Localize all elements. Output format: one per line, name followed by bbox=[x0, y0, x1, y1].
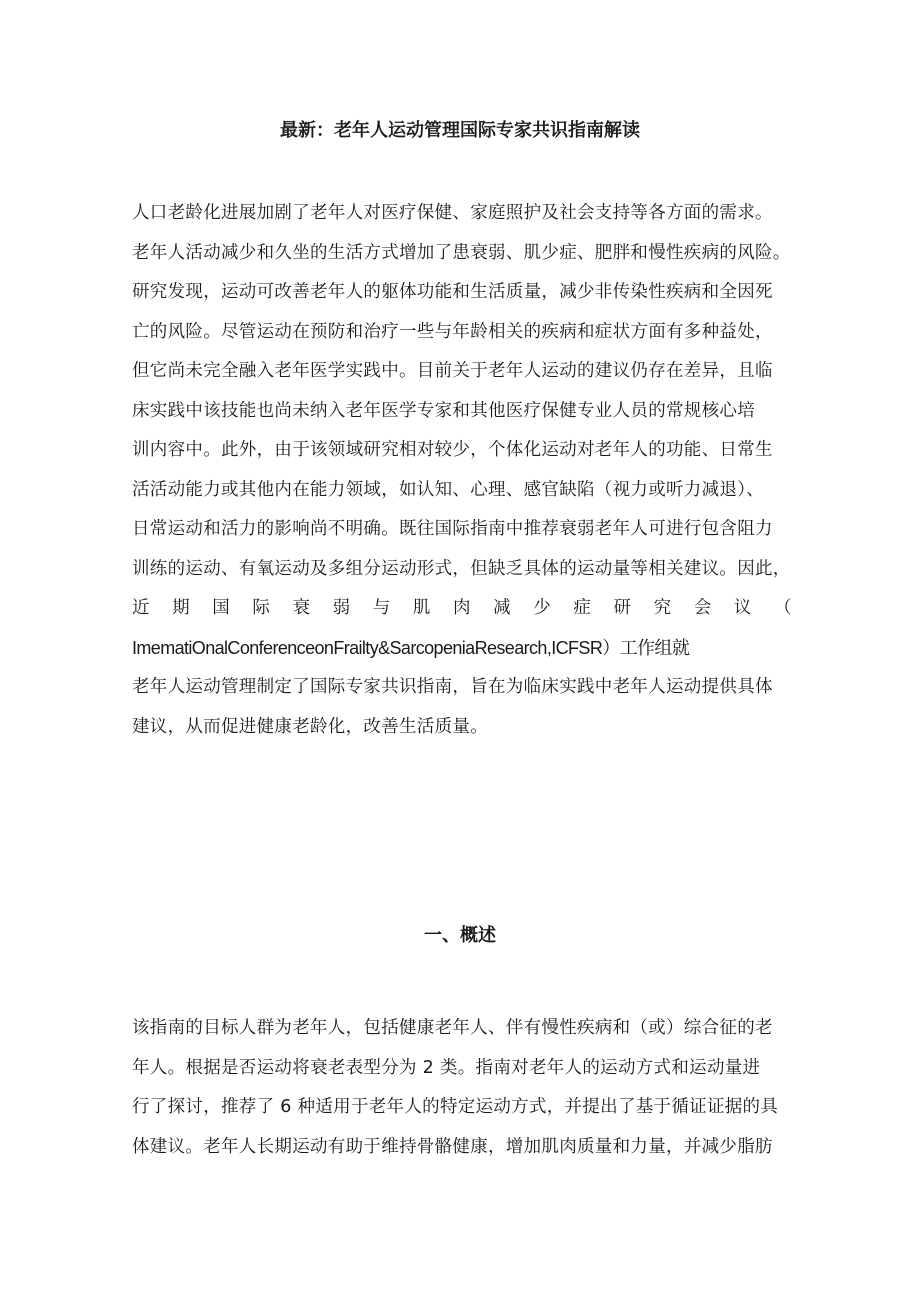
section-heading: 一、概述 bbox=[424, 925, 496, 946]
paragraph-line: 建议，从而促进健康老龄化，改善生活质量。 bbox=[132, 716, 488, 737]
spaced-char: 衰 bbox=[292, 598, 311, 618]
spaced-char: 议 bbox=[733, 598, 752, 618]
spaced-char: 究 bbox=[653, 598, 672, 618]
intro-paragraph bbox=[132, 194, 792, 747]
paragraph-line: 亡的风险。尽管运动在预防和治疗一些与年龄相关的疾病和症状方面有多种益处， bbox=[132, 321, 773, 342]
spaced-char: 肉 bbox=[453, 598, 471, 618]
spaced-char: 会 bbox=[693, 598, 712, 618]
spaced-char: （ bbox=[774, 598, 792, 618]
spaced-char: 少 bbox=[533, 598, 552, 618]
paragraph-line: 床实践中该技能也尚未纳入老年医学专家和其他医疗保健专业人员的常规核心培 bbox=[132, 400, 755, 421]
paragraph-line: 老年人活动减少和久坐的生活方式增加了患衰弱、肌少症、肥胖和慢性疾病的风险。 bbox=[132, 242, 791, 263]
document-title: 最新：老年人运动管理国际专家共识指南解读 bbox=[280, 120, 640, 141]
paragraph-line: 该指南的目标人群为老年人，包括健康老年人、伴有慢性疾病和（或）综合征的老 bbox=[132, 1018, 773, 1038]
paragraph-line: 训内容中。此外，由于该领域研究相对较少，个体化运动对老年人的功能、日常生 bbox=[132, 440, 773, 460]
overview-paragraph bbox=[132, 1009, 792, 1167]
spaced-char: 期 bbox=[172, 598, 190, 618]
paragraph-line: 活活动能力或其他内在能力领域，如认知、心理、感官缺陷（视力或听力减退）、 bbox=[132, 479, 765, 500]
spaced-char: 弱 bbox=[332, 598, 351, 618]
spaced-char: 减 bbox=[493, 598, 511, 618]
paragraph-line: 日常运动和活力的影响尚不明确。既往国际指南中推荐衰弱老年人可进行包含阻力 bbox=[132, 519, 773, 539]
spaced-char: 与 bbox=[372, 598, 391, 618]
paragraph-line: 人口老龄化进展加剧了老年人对医疗保健、家庭照护及社会支持等各方面的需求。 bbox=[132, 203, 773, 223]
spaced-char: 研 bbox=[613, 598, 632, 618]
paragraph-line: 训练的运动、有氧运动及多组分运动形式，但缺乏具体的运动量等相关建议。因此， bbox=[132, 558, 791, 579]
paragraph-line: 研究发现，运动可改善老年人的躯体功能和生活质量，减少非传染性疾病和全因死 bbox=[132, 282, 773, 302]
paragraph-line: 体建议。老年人长期运动有助于维持骨骼健康，增加肌肉质量和力量，并减少脂肪 bbox=[132, 1136, 773, 1157]
spaced-char: 国 bbox=[212, 598, 231, 618]
spaced-char: 近 bbox=[132, 598, 150, 618]
paragraph-line: 老年人运动管理制定了国际专家共识指南，旨在为临床实践中老年人运动提供具体 bbox=[132, 677, 773, 697]
paragraph-line-spaced bbox=[132, 589, 792, 629]
paragraph-line: 但它尚未完全融入老年医学实践中。目前关于老年人运动的建议仍存在差异，且临 bbox=[132, 361, 773, 381]
spaced-char: 际 bbox=[252, 598, 271, 618]
spaced-char: 症 bbox=[573, 598, 592, 618]
spaced-char: 肌 bbox=[412, 598, 431, 618]
paragraph-line: ImematiOnalConferenceonFrailty&SarcopeniaResearch,ICFSR）工作组就 bbox=[132, 637, 690, 658]
paragraph-line: 年人。根据是否运动将衰老表型分为 2 类。指南对老年人的运动方式和运动量进 bbox=[132, 1057, 761, 1078]
paragraph-line: 行了探讨，推荐了 6 种适用于老年人的特定运动方式，并提出了基于循证证据的具 bbox=[132, 1097, 779, 1117]
